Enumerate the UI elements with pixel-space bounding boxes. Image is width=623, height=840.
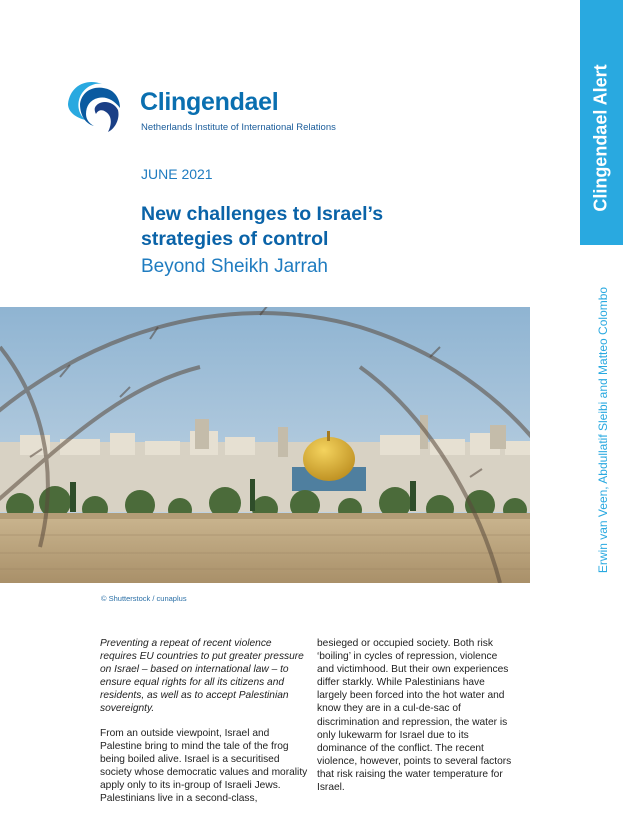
- body-paragraph-1: From an outside viewpoint, Israel and Palestine bring to mind the tale of the frog being boiled alive. Israel is a securitised society whose democratic values and morality apply only to its in-group of Israeli Jews. Palestinians live in a second-class,: [100, 727, 308, 805]
- body-column-1: [100, 637, 310, 805]
- title-line-1: New challenges to Israel’s: [141, 203, 384, 225]
- series-label: Clingendael Alert: [590, 64, 611, 212]
- cover-photo: [0, 307, 530, 583]
- page-title: [141, 202, 383, 252]
- page-subtitle: Beyond Sheikh Jarrah: [141, 256, 328, 277]
- publication-date: JUNE 2021: [141, 166, 213, 182]
- org-subtitle: Netherlands Institute of International Relations: [141, 122, 336, 133]
- title-line-2: strategies of control: [141, 228, 329, 250]
- body-column-2: [317, 637, 517, 794]
- lead-paragraph: Preventing a repeat of recent violence requires EU countries to put greater pressure on Israel – based on international law – to ensure equal rights for all its citizens and residents, as well as to accept Palestinian sovereignty.: [100, 638, 304, 715]
- authors: Erwin van Veen, Abdullatif Sleibi and Matteo Colombo: [596, 286, 610, 574]
- clingendael-logo: [64, 74, 126, 134]
- photo-credit: © Shutterstock / cunaplus: [101, 594, 187, 603]
- body-paragraph-2: besieged or occupied society. Both risk ‘boiling’ in cycles of repression, violence and victimhood. But their own experiences differ starkly. While Palestinians have largely been forced into the hot water and know they are in a cul-de-sac of discrimination and repression, the water is only lukewarm for Israel due to its dominance of the conflict. The recent violence, however, points to several factors that risk raising the water temperature for Israel.: [317, 638, 512, 794]
- org-name: Clingendael: [140, 88, 279, 116]
